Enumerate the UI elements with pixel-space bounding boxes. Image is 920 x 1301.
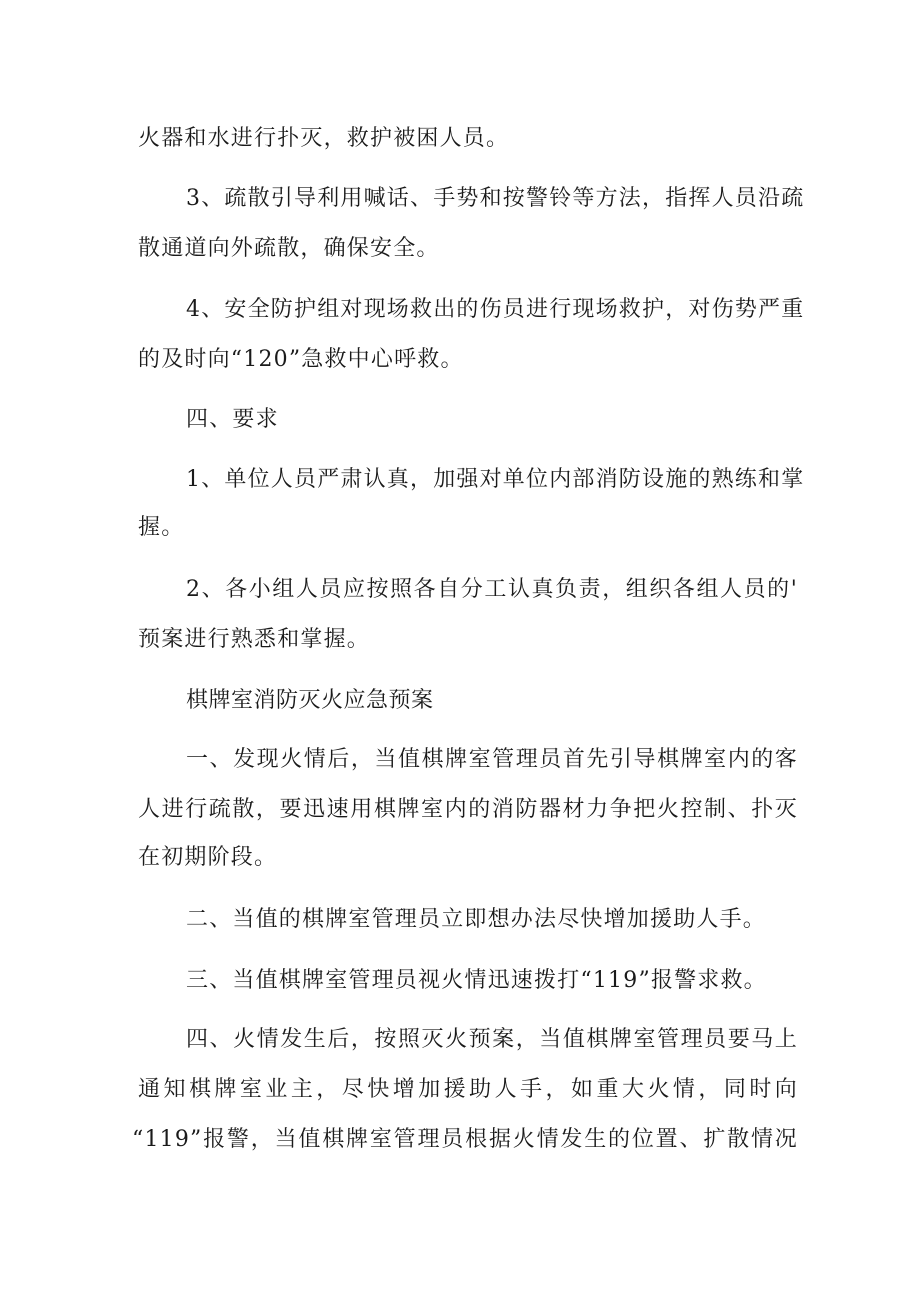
paragraph-evacuation-line-2: 散通道向外疏散，确保安全。 (138, 236, 440, 261)
paragraph-evacuation-line-1: 3、疏散引导利用喊话、手势和按警铃等方法，指挥人员沿疏 (186, 186, 805, 211)
section-heading-requirements: 四、要求 (186, 407, 279, 432)
paragraph-step4-line-2: 通知棋牌室业主，尽快增加援助人手，如重大火情，同时向 (138, 1077, 798, 1102)
body-line: 火器和水进行扑灭，救护被困人员。 (138, 126, 510, 151)
paragraph-req1-line-2: 握。 (138, 515, 185, 540)
paragraph-step1-line-2: 人进行疏散，要迅速用棋牌室内的消防器材力争把火控制、扑灭 (138, 797, 798, 822)
paragraph-req2-line-1: 2、各小组人员应按照各自分工认真负责，组织各组人员的' (186, 577, 798, 602)
paragraph-protection-line-2: 的及时向“120”急救中心呼救。 (138, 347, 464, 372)
paragraph-protection-line-1: 4、安全防护组对现场救出的伤员进行现场救护，对伤势严重 (186, 297, 805, 322)
paragraph-step3: 三、当值棋牌室管理员视火情迅速拨打“119”报警求救。 (186, 968, 767, 993)
paragraph-step4-line-3: “119”报警，当值棋牌室管理员根据火情发生的位置、扩散情况 (132, 1127, 798, 1152)
paragraph-req1-line-1: 1、单位人员严肃认真，加强对单位内部消防设施的熟练和掌 (186, 467, 805, 492)
paragraph-step1-line-3: 在初期阶段。 (138, 845, 278, 870)
paragraph-step4-line-1: 四、火情发生后，按照灭火预案，当值棋牌室管理员要马上 (186, 1027, 798, 1052)
paragraph-step2: 二、当值的棋牌室管理员立即想办法尽快增加援助人手。 (186, 907, 767, 932)
paragraph-req2-line-2: 预案进行熟悉和掌握。 (138, 627, 371, 652)
plan-title: 棋牌室消防灭火应急预案 (186, 688, 434, 713)
paragraph-step1-line-1: 一、发现火情后，当值棋牌室管理员首先引导棋牌室内的客 (186, 747, 798, 772)
